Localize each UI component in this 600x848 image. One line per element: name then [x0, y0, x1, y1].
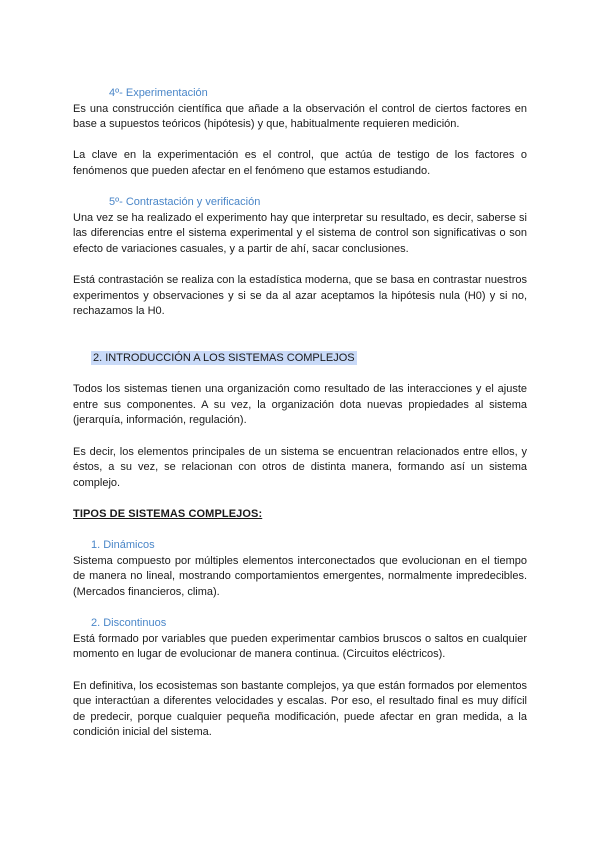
- paragraph-experimentacion-2: La clave en la experimentación es el control, que actúa de testigo de los factores o fenómenos que pueden afectar en el fenómeno que estamos estudiando.: [73, 149, 527, 177]
- section-heading-sistemas-complejos: [73, 351, 527, 367]
- paragraph-sistemas-1: Todos los sistemas tienen una organización como resultado de las interacciones y el ajuste entre sus componentes. A su vez, la organización dota nuevas propiedades al sistema (jerarquía, información, regulación).: [73, 383, 527, 427]
- document-page: [73, 86, 527, 741]
- paragraph-contrastacion-2: Está contrastación se realiza con la estadística moderna, que se basa en contrastar nuestros experimentos y observaciones y si se da al azar aceptamos la hipótesis nula (H0) y si no, rechazamos la H0.: [73, 274, 527, 318]
- heading-experimentacion: 4º- Experimentación: [109, 87, 208, 99]
- paragraph-sistemas-2: Es decir, los elementos principales de un sistema se encuentran relacionados entre ellos, y éstos, a su vez, se relacionan con otros de distinta manera, formando así un sistema complejo.: [73, 445, 527, 489]
- paragraph-contrastacion-1: Una vez se ha realizado el experimento hay que interpretar su resultado, es decir, saberse si las diferencias entre el sistema experimental y el sistema de control son significativas o son efecto de variaciones casuales, y a partir de ahí, sacar conclusiones.: [73, 211, 527, 255]
- paragraph-dinamicos: Sistema compuesto por múltiples elementos interconectados que evolucionan en el tiempo de manera no lineal, mostrando comportamientos emergentes, normalmente impredecibles. (Mercados financieros, clima).: [73, 554, 527, 598]
- section-heading-text: 2. INTRODUCCIÓN A LOS SISTEMAS COMPLEJOS: [93, 352, 355, 365]
- heading-contrastacion: 5º- Contrastación y verificación: [109, 196, 261, 209]
- heading-dinamicos: 1. Dinámicos: [91, 539, 155, 552]
- paragraph-conclusion: En definitiva, los ecosistemas son bastante complejos, ya que están formados por elementos que interactúan a diferentes velocidades y escalas. Por eso, el resultado final es muy difícil de predecir, porque cualquier pequeña modificación, puede afectar en gran medida, a la condición inicial del sistema.: [73, 679, 527, 739]
- heading-tipos: TIPOS DE SISTEMAS COMPLEJOS:: [73, 508, 263, 521]
- paragraph-discontinuos: Está formado por variables que pueden experimentar cambios bruscos o saltos en cualquier momento en lugar de evolucionar de manera continua. (Circuitos eléctricos).: [73, 632, 527, 661]
- paragraph-experimentacion-1: Es una construcción científica que añade a la observación el control de ciertos factores en base a supuestos teóricos (hipótesis) y que, habitualmente requieren medición.: [73, 102, 527, 131]
- heading-discontinuos: 2. Discontinuos: [91, 617, 167, 630]
